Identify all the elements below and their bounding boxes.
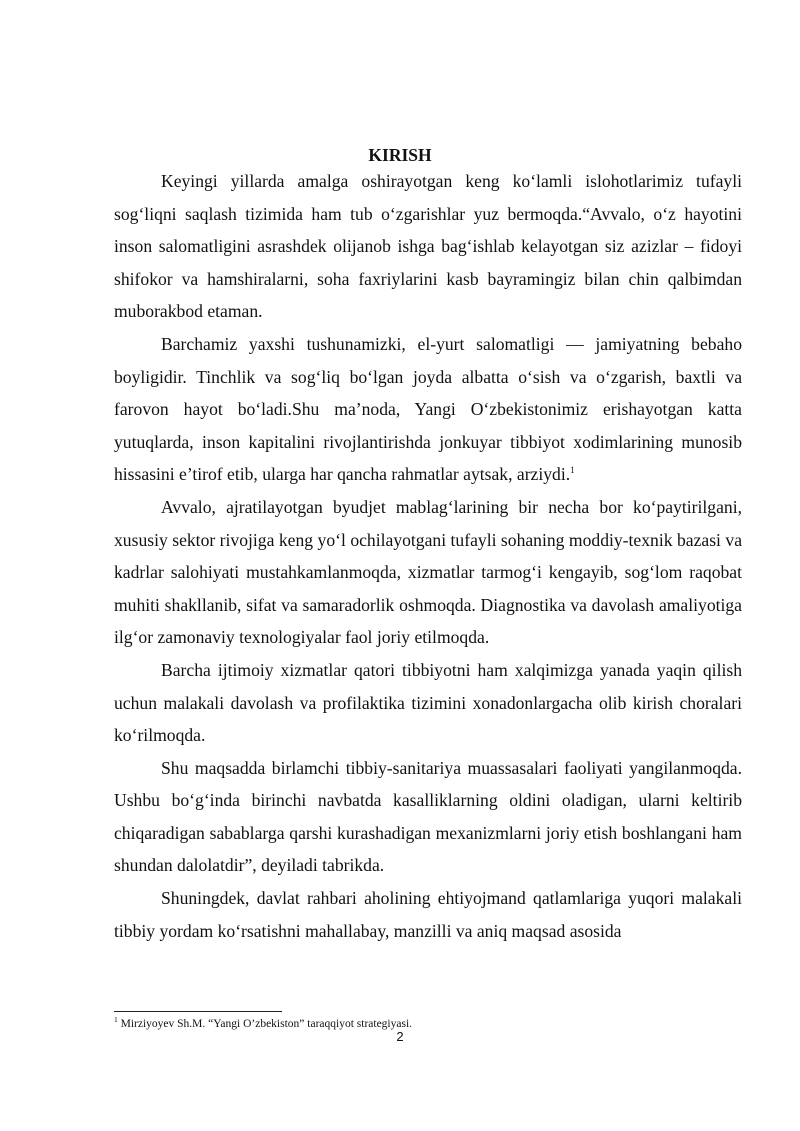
paragraph-3: Avvalo, ajratilayotgan byudjet mablag‘larining bir necha bor ko‘paytirilgani, xususiy sektor rivojiga keng yo‘l ochilayotgani tufayli sohaning moddiy-texnik bazasi va kadrlar salohiyati mustahkamlanmoqda, xizmatlar tarmog‘i kengayib, sog‘lom raqobat muhiti shakllanib, sifat va samaradorlik oshmoqda. Diagnostika va davolash amaliyotiga ilg‘or zamonaviy texnologiyalar faol joriy etilmoqda. — [114, 496, 742, 648]
body-text — [114, 165, 742, 947]
footnote-separator — [114, 1011, 282, 1012]
footnote-text: Mirziyoyev Sh.M. “Yangi O’zbekiston” taraqqiyot strategiyasi. — [117, 1018, 413, 1030]
paragraph-2 — [114, 328, 742, 491]
page-title: KIRISH — [368, 145, 432, 165]
page-number: 2 — [396, 1029, 404, 1044]
paragraph-4: Barcha ijtimoiy xizmatlar qatori tibbiyotni ham xalqimizga yanada yaqin qilish uchun malakali davolash va profilaktika tizimini xonadonlargacha olib kirish choralari ko‘rilmoqda. — [114, 659, 742, 746]
paragraph-1: Keyingi yillarda amalga oshirayotgan keng ko‘lamli islohotlarimiz tufayli sog‘liqni saqlash tizimida ham tub o‘zgarishlar yuz bermoqda.“Avvalo, o‘z hayotini inson salomatligini asrashdek olijanob ishga bag‘ishlab kelayotgan siz azizlar – fidoyi shifokor va hamshiralarni, soha faxriylarini kasb bayramingiz bilan chin qalbimdan muborakbod etaman. — [114, 171, 742, 322]
paragraph-6: Shuningdek, davlat rahbari aholining ehtiyojmand qatlamlariga yuqori malakali tibbiy yordam ko‘rsatishni mahallabay, manzilli va aniq maqsad asosida — [114, 888, 742, 941]
paragraph-5: Shu maqsadda birlamchi tibbiy-sanitariya muassasalari faoliyati yangilanmoqda. Ushbu bo‘g‘inda birinchi navbatda kasalliklarning oldini oladigan, ularni keltirib chiqaradigan sabablarga qarshi kurashadigan mexanizmlarni joriy etish boshlangani ham shundan dalolatdir”, deyiladi tabrikda. — [114, 757, 742, 876]
footnote-reference: 1 — [570, 465, 575, 476]
footnote-marker: 1 — [114, 1015, 118, 1025]
paragraph-2-text: Barchamiz yaxshi tushunamizki, el-yurt salomatligi — jamiyatning bebaho boyligidir. Tinchlik va sog‘liq bo‘lgan joyda albatta o‘sish va o‘zgarish, baxtli va farovon hayot bo‘ladi.Shu ma’noda, Yangi O‘zbekistonimiz erishayotgan katta yutuqlarda, inson kapitalini rivojlantirishda jonkuyar tibbiyot xodimlarining munosib hissasini e’tirof etib, ularga har qancha rahmatlar aytsak, arziydi. — [114, 333, 742, 485]
